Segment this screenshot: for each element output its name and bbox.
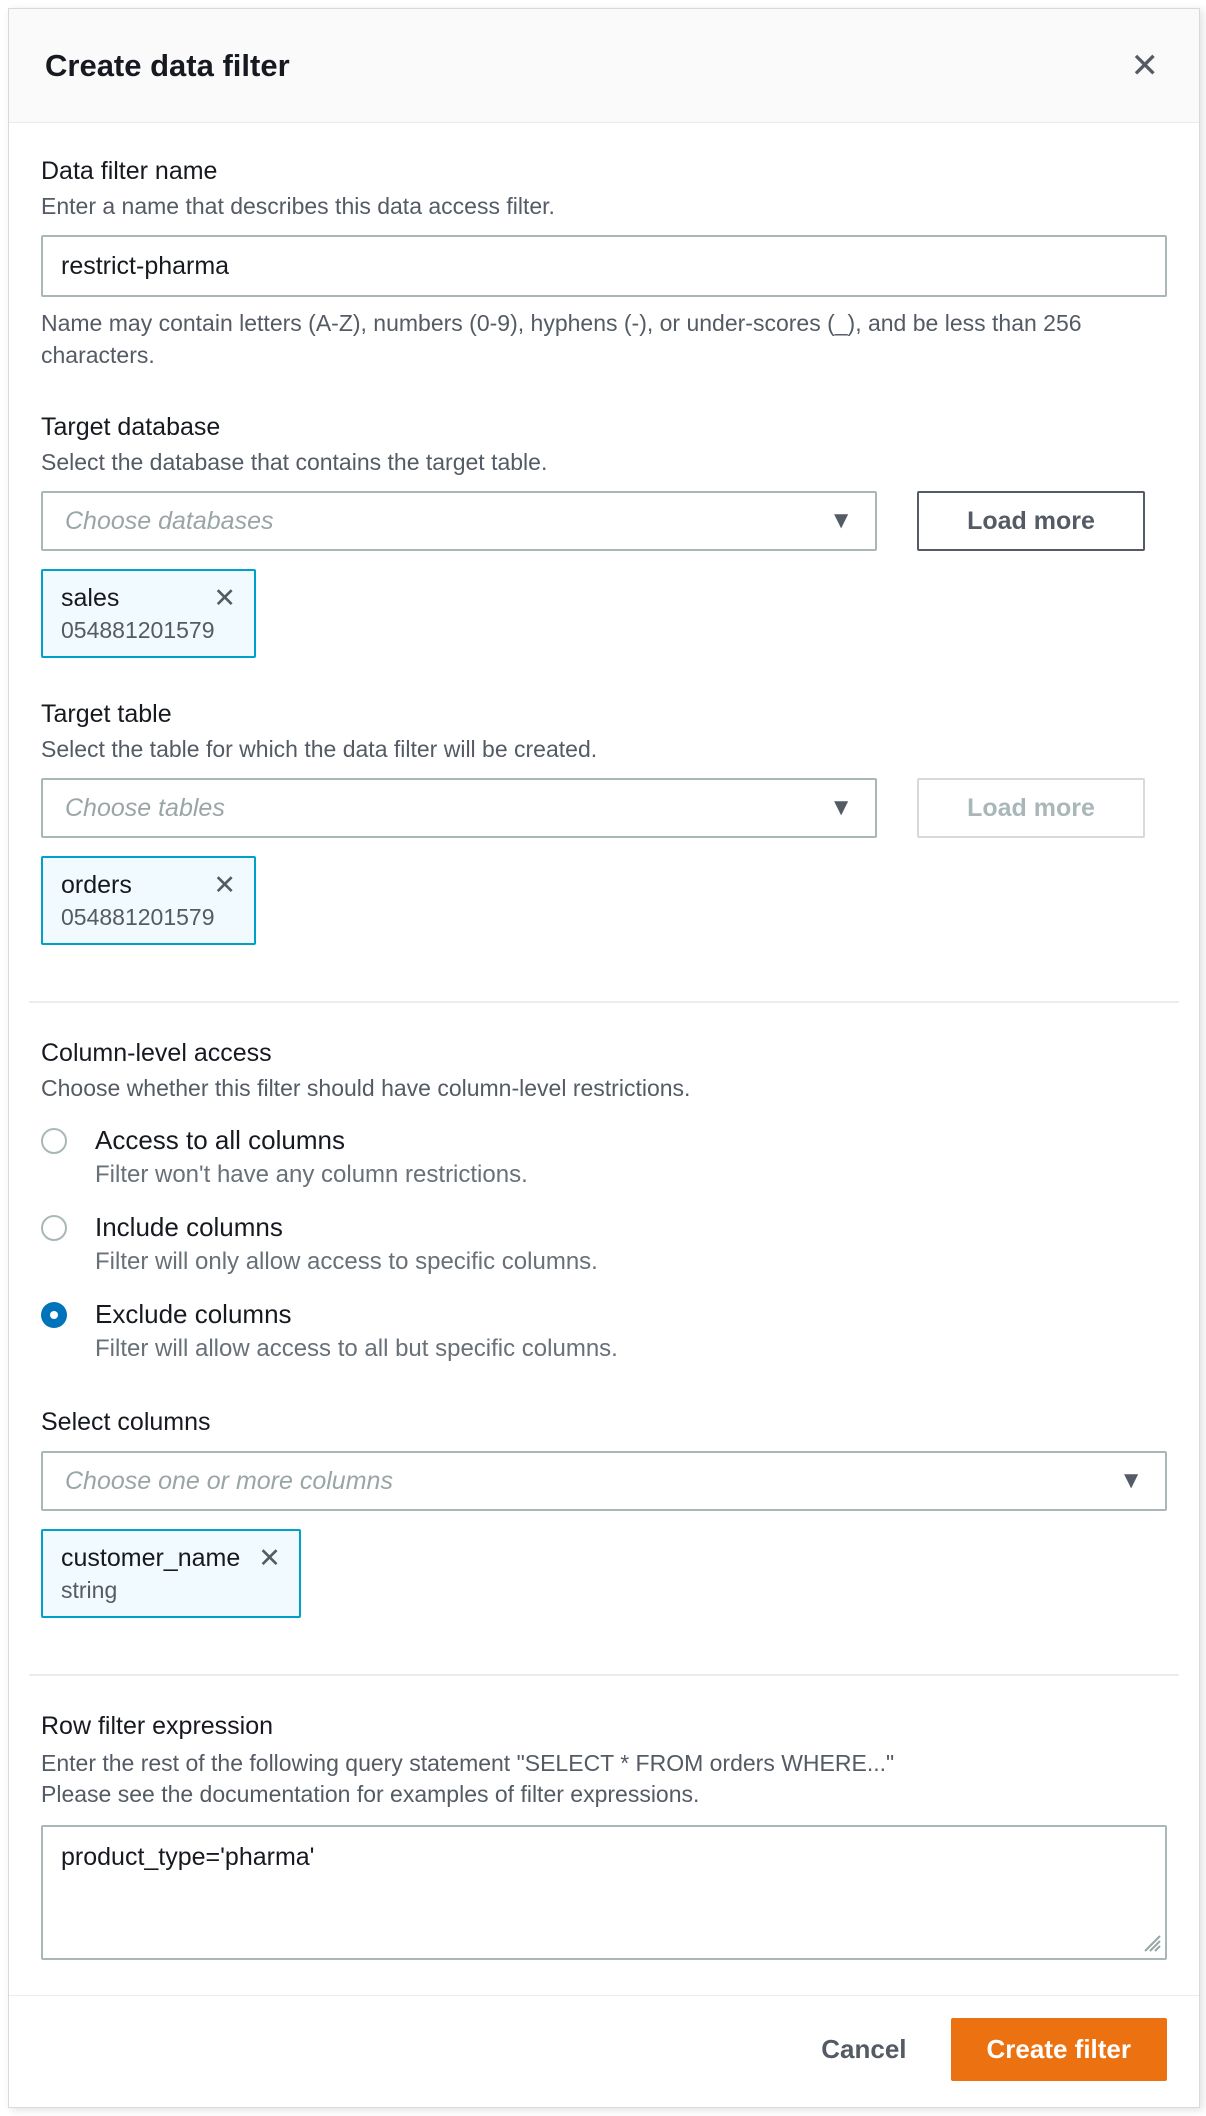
radio-label: Include columns — [95, 1212, 283, 1242]
row-filter-description-1: Enter the rest of the following query statement "SELECT * FROM orders WHERE..." — [41, 1750, 895, 1776]
select-columns-section — [41, 1408, 1167, 1618]
row-filter-expression-textarea[interactable] — [41, 1825, 1167, 1960]
section-divider — [29, 1674, 1179, 1676]
database-token-name: sales — [61, 584, 120, 612]
name-section — [41, 157, 1167, 371]
table-load-more-button: Load more — [917, 778, 1145, 838]
column-token-detail: string — [61, 1577, 118, 1603]
remove-database-icon[interactable]: ✕ — [213, 583, 236, 613]
database-token — [41, 569, 256, 658]
radio-option-exclude-columns[interactable] — [41, 1299, 1167, 1364]
row-filter-label: Row filter expression — [41, 1712, 274, 1740]
chevron-down-icon: ▼ — [829, 507, 853, 534]
table-select[interactable] — [41, 778, 877, 838]
row-filter-description-2: Please see the documentation for examples of filter expressions. — [41, 1781, 700, 1807]
target-database-section — [41, 413, 1167, 658]
chevron-down-icon: ▼ — [1119, 1467, 1143, 1494]
table-token-name: orders — [61, 871, 132, 899]
radio-description: Filter won't have any column restrictions. — [95, 1161, 528, 1188]
table-token — [41, 856, 256, 945]
column-access-description: Choose whether this filter should have column-level restrictions. — [41, 1075, 691, 1101]
radio-label: Exclude columns — [95, 1299, 292, 1329]
name-constraint-text: Name may contain letters (A-Z), numbers (0-9), hyphens (-), or under-scores (_), and be less than 256 characters. — [41, 310, 1082, 368]
cancel-button[interactable]: Cancel — [821, 2034, 907, 2064]
table-select-placeholder: Choose tables — [65, 793, 225, 822]
dialog-footer — [9, 1995, 1199, 2107]
column-access-label: Column-level access — [41, 1039, 272, 1067]
dialog-title: Create data filter — [45, 47, 290, 83]
radio-option-include-columns[interactable] — [41, 1212, 1167, 1277]
name-label: Data filter name — [41, 157, 218, 185]
database-select[interactable] — [41, 491, 877, 551]
radio-button-unselected[interactable] — [41, 1215, 67, 1241]
chevron-down-icon: ▼ — [829, 794, 853, 821]
columns-select-placeholder: Choose one or more columns — [65, 1466, 393, 1495]
close-icon[interactable]: ✕ — [1127, 45, 1164, 87]
dialog-body — [9, 123, 1199, 1995]
database-select-placeholder: Choose databases — [65, 506, 274, 535]
target-database-description: Select the database that contains the target table. — [41, 449, 548, 475]
target-table-section — [41, 700, 1167, 945]
create-data-filter-dialog — [8, 8, 1200, 2108]
dialog-header — [9, 9, 1199, 123]
radio-option-access-all[interactable] — [41, 1125, 1167, 1190]
radio-label: Access to all columns — [95, 1125, 345, 1155]
remove-table-icon[interactable]: ✕ — [213, 870, 236, 900]
radio-description: Filter will allow access to all but specific columns. — [95, 1335, 618, 1362]
target-table-description: Select the table for which the data filter will be created. — [41, 736, 598, 762]
radio-button-selected[interactable] — [41, 1302, 67, 1328]
target-table-label: Target table — [41, 700, 172, 728]
target-database-label: Target database — [41, 413, 221, 441]
columns-select[interactable] — [41, 1451, 1167, 1511]
row-filter-section — [41, 1712, 1167, 1960]
remove-column-icon[interactable]: ✕ — [258, 1543, 281, 1573]
database-load-more-button[interactable]: Load more — [917, 491, 1145, 551]
data-filter-name-input[interactable] — [41, 235, 1167, 297]
database-token-detail: 054881201579 — [61, 617, 215, 643]
column-token-name: customer_name — [61, 1544, 241, 1572]
radio-description: Filter will only allow access to specific columns. — [95, 1248, 598, 1275]
section-divider — [29, 1001, 1179, 1003]
column-token — [41, 1529, 301, 1618]
name-description: Enter a name that describes this data access filter. — [41, 193, 555, 219]
radio-button-unselected[interactable] — [41, 1128, 67, 1154]
column-access-section — [41, 1039, 1167, 1364]
table-token-detail: 054881201579 — [61, 904, 215, 930]
create-filter-button[interactable]: Create filter — [951, 2018, 1168, 2081]
select-columns-label: Select columns — [41, 1408, 211, 1436]
